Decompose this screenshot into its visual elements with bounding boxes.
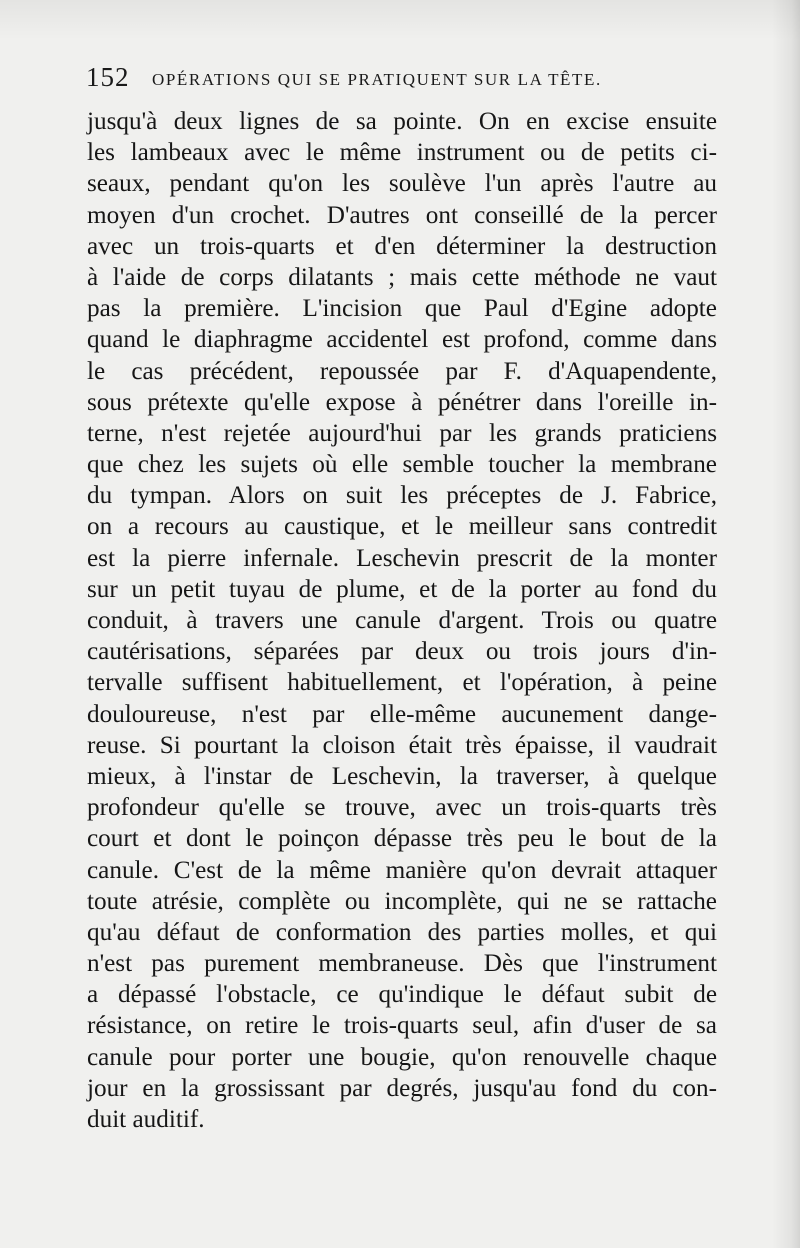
text-line: reuse. Si pourtant la cloison était très épaisse, il vaudrait <box>87 731 717 759</box>
text-line: moyen d'un crochet. D'autres ont conseillé de la percer <box>87 201 717 229</box>
text-line: mieux, à l'instar de Leschevin, la traverser, à quelque <box>87 762 717 790</box>
text-line: a dépassé l'obstacle, ce qu'indique le défaut subit de <box>87 981 717 1009</box>
page-top-shade <box>0 0 800 40</box>
text-line: les lambeaux avec le même instrument ou de petits ci- <box>87 139 717 167</box>
text-line: on a recours au caustique, et le meilleur sans contredit <box>87 513 717 541</box>
text-line: conduit, à travers une canule d'argent. Trois ou quatre <box>87 607 717 634</box>
text-line: canule. C'est de la même manière qu'on devrait attaquer <box>87 856 717 884</box>
text-line: est la pierre infernale. Leschevin prescrit de la monter <box>87 544 717 572</box>
text-line: qu'au défaut de conformation des parties molles, et qui <box>87 918 717 946</box>
text-line: toute atrésie, complète ou incomplète, qui ne se rattache <box>87 887 717 915</box>
page-number: 152 <box>86 62 130 92</box>
text-line: tervalle suffisent habituellement, et l'opération, à peine <box>87 669 717 697</box>
text-line: pas la première. L'incision que Paul d'Egine adopte <box>87 295 717 323</box>
page-header <box>86 62 726 102</box>
text-line: le cas précédent, repoussée par F. d'Aquapendente, <box>87 357 717 385</box>
text-line: douloureuse, n'est par elle-même aucunement dange- <box>87 700 717 728</box>
text-line: court et dont le poinçon dépasse très peu le bout de la <box>87 825 717 853</box>
text-line: n'est pas purement membraneuse. Dès que l'instrument <box>87 950 717 978</box>
page-edge-shadow <box>772 0 800 1248</box>
text-line: sur un petit tuyau de plume, et de la porter au fond du <box>87 575 717 603</box>
text-line: cautérisations, séparées par deux ou trois jours d'in- <box>87 638 717 666</box>
text-line: résistance, on retire le trois-quarts seul, afin d'user de sa <box>87 1012 717 1040</box>
text-line: canule pour porter une bougie, qu'on renouvelle chaque <box>87 1043 717 1071</box>
text-line: avec un trois-quarts et d'en déterminer la destruction <box>87 232 717 260</box>
text-line: sous prétexte qu'elle expose à pénétrer dans l'oreille in- <box>87 388 717 416</box>
body-text <box>87 106 717 1135</box>
text-line: terne, n'est rejetée aujourd'hui par les grands praticiens <box>87 419 717 447</box>
text-line: jusqu'à deux lignes de sa pointe. On en excise ensuite <box>87 108 717 135</box>
text-line: jour en la grossissant par degrés, jusqu'au fond du con- <box>87 1074 717 1102</box>
text-line: quand le diaphragme accidentel est profond, comme dans <box>87 326 717 354</box>
text-line: que chez les sujets où elle semble toucher la membrane <box>87 451 717 479</box>
text-line: du tympan. Alors on suit les préceptes de J. Fabrice, <box>87 482 717 510</box>
running-head: OPÉRATIONS QUI SE PRATIQUENT SUR LA TÊTE. <box>152 70 602 89</box>
text-line-final: duit auditif. <box>87 1106 205 1133</box>
text-line: à l'aide de corps dilatants ; mais cette méthode ne vaut <box>87 263 717 291</box>
text-line: profondeur qu'elle se trouve, avec un trois-quarts très <box>87 794 717 822</box>
text-line: seaux, pendant qu'on les soulève l'un après l'autre au <box>87 170 717 198</box>
